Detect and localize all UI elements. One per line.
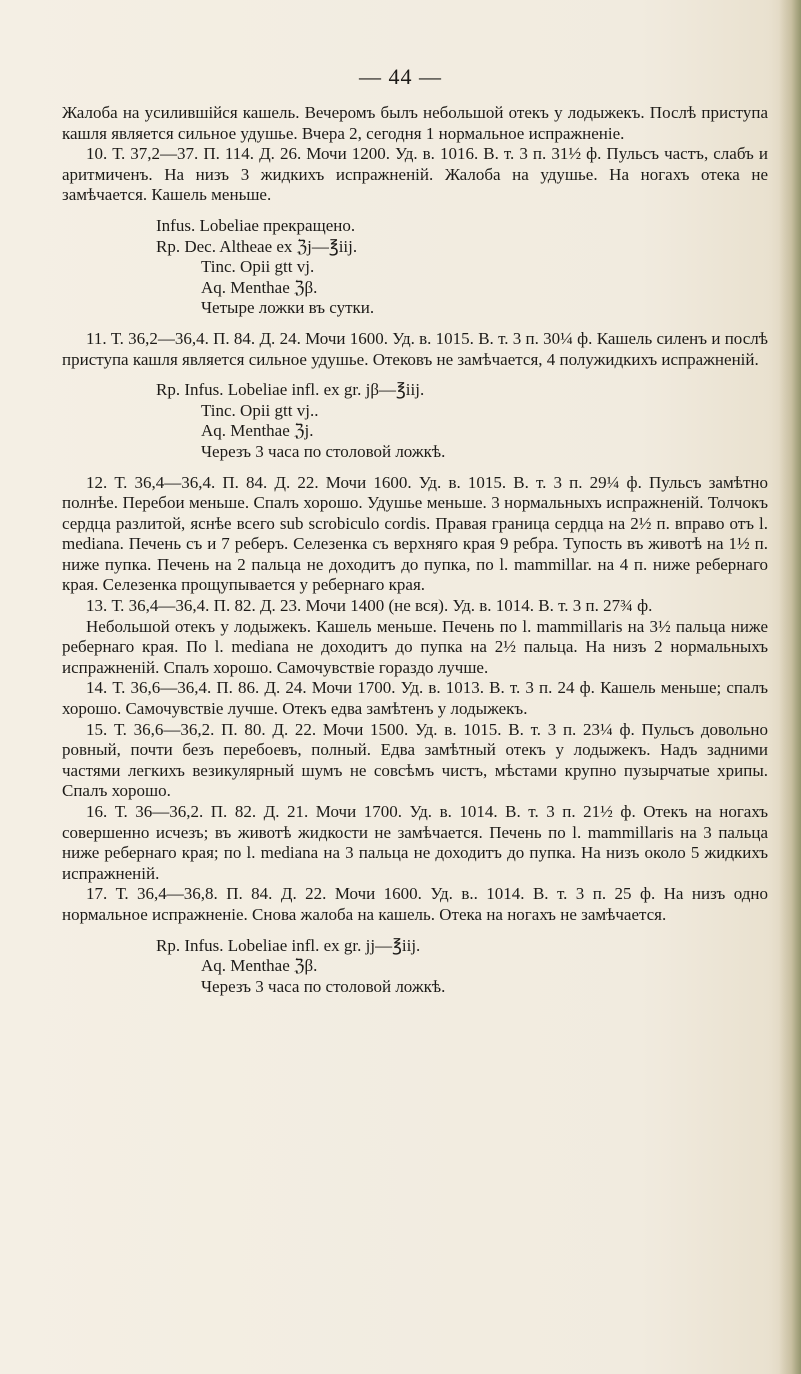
paragraph-day-16: 16. Т. 36—36,2. П. 82. Д. 21. Мочи 1700. Уд. в. 1014. В. т. 3 п. 21½ ф. Отекъ на ногахъ совершенно исчезъ; въ животѣ жидкости не замѣчается. Печень по l. mammillaris на 3 пальца ниже ребернаго края; по l. mediana на 3 пальца не доходитъ до пупка. На низъ около 5 жидкихъ испражненій. (62, 802, 768, 883)
prescription-line: Четыре ложки въ сутки. (201, 298, 375, 318)
prescription-2 (62, 380, 768, 462)
prescription-line: Tinc. Opii gtt vj. (201, 257, 315, 277)
prescription-line: Tinc. Opii gtt vj.. (201, 400, 319, 420)
paragraph-day-15: 15. Т. 36,6—36,2. П. 80. Д. 22. Мочи 1500. Уд. в. 1015. В. т. 3 п. 23¼ ф. Пульсъ довольно ровный, почти безъ перебоевъ, полный. Едва замѣтный отекъ у лодыжекъ. Надъ задними частями легкихъ везикулярный шумъ не совсѣмъ чистъ, мѣстами крупно пузырчатые хрипы. Спалъ хорошо. (62, 719, 768, 801)
paragraph: Жалоба на усилившійся кашель. Вечеромъ былъ небольшой отекъ у лодыжекъ. Послѣ приступа кашля является сильное удушье. Вчера 2, сегодня 1 нормальное испражненіе. (62, 103, 768, 143)
prescription-line: Infus. Lobeliae прекращено. (156, 215, 356, 235)
page-body (62, 103, 768, 1007)
prescription-line: Aq. Menthae ℨβ. (201, 277, 318, 297)
paragraph-day-12: 12. Т. 36,4—36,4. П. 84. Д. 22. Мочи 1600. Уд. в. 1015. В. т. 3 п. 29¼ ф. Пульсъ замѣтно полнѣе. Перебои меньше. Спалъ хорошо. Удушье меньше. 3 нормальныхъ испражненій. Толчокъ сердца разлитой, яснѣе всего sub scrobiculo cordis. Правая граница сердца на 2½ п. вправо отъ l. mediana. Печень съ и 7 реберъ. Селезенка съ верхняго края 9 ребра. Тупость въ животѣ на 1½ п. ниже пупка. Печень на 2 пальца не доходитъ до пупка, по l. mammillar. на 4 п. ниже ребернаго края. Селезенка прощупывается у ребернаго края. (62, 472, 768, 595)
paragraph-day-11: 11. Т. 36,2—36,4. П. 84. Д. 24. Мочи 1600. Уд. в. 1015. В. т. 3 п. 30¼ ф. Кашель силенъ и послѣ приступа кашля является сильное удушье. Отековъ не замѣчается, 4 полужидкихъ испражненій. (62, 328, 768, 369)
prescription-line: Aq. Menthae ℨβ. (201, 956, 318, 976)
paragraph: Небольшой отекъ у лодыжекъ. Кашель меньше. Печень по l. mammillaris на 3½ пальца ниже ребернаго края. По l. mediana не доходитъ до пупка на 2½ пальца. На низъ 2 нормальныхъ испражненій. Спалъ хорошо. Самочувствіе гораздо лучше. (62, 616, 768, 677)
prescription-line: Черезъ 3 часа по столовой ложкѣ. (201, 976, 446, 996)
page-edge (779, 0, 801, 1374)
prescription-line: Rp. Infus. Lobeliae infl. ex gr. jj—℥iij. (156, 935, 421, 955)
paragraph-day-10: 10. Т. 37,2—37. П. 114. Д. 26. Мочи 1200. Уд. в. 1016. В. т. 3 п. 31½ ф. Пульсъ частъ, слабъ и аритмиченъ. На низъ 3 жидкихъ испражненій. Жалоба на удушье. На ногахъ отека не замѣчается. Кашель меньше. (62, 144, 768, 205)
prescription-line: Rp. Infus. Lobeliae infl. ex gr. jβ—℥iij. (156, 380, 425, 400)
prescription-1 (62, 216, 768, 319)
page-number: — 44 — (359, 64, 442, 89)
prescription-line: Rp. Dec. Altheae ex ℨj—℥iij. (156, 236, 358, 256)
prescription-line: Aq. Menthae ℨj. (201, 421, 314, 441)
paragraph-day-14: 14. Т. 36,6—36,4. П. 86. Д. 24. Мочи 1700. Уд. в. 1013. В. т. 3 п. 24 ф. Кашель меньше; спалъ хорошо. Самочувствіе лучше. Отекъ едва замѣтенъ у лодыжекъ. (62, 678, 768, 719)
paragraph-day-17: 17. Т. 36,4—36,8. П. 84. Д. 22. Мочи 1600. Уд. в.. 1014. В. т. 3 п. 25 ф. На низъ одно нормальное испражненіе. Снова жалоба на кашель. Отека на ногахъ не замѣчается. (62, 884, 768, 924)
paragraph-day-13: 13. Т. 36,4—36,4. П. 82. Д. 23. Мочи 1400 (не вся). Уд. в. 1014. В. т. 3 п. 27¾ ф. (86, 596, 653, 616)
prescription-line: Черезъ 3 часа по столовой ложкѣ. (201, 441, 446, 461)
prescription-3 (62, 936, 768, 998)
